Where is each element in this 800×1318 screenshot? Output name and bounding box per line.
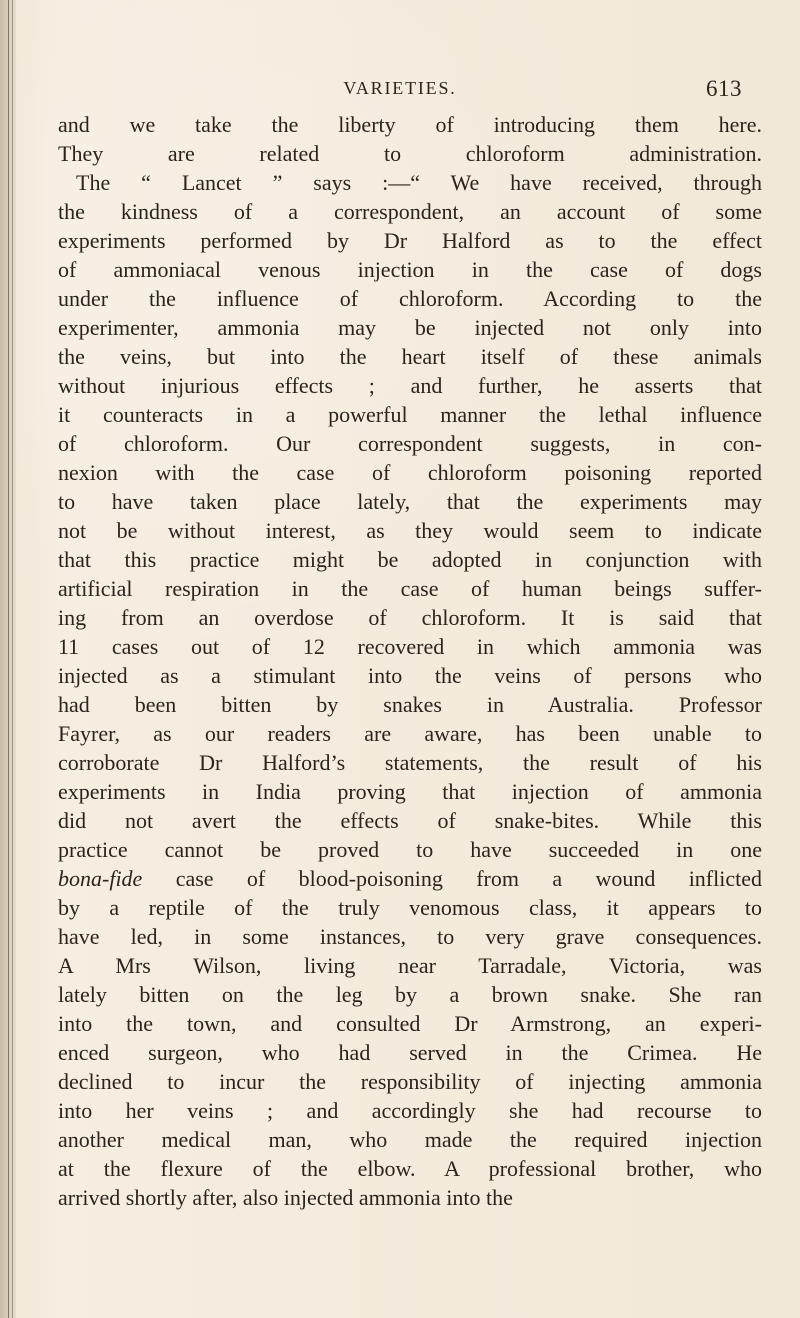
text-line: another medical man, who made the required injection [58,1127,762,1152]
text-line: practice cannot be proved to have succeeded in one [58,837,762,862]
text-line: experiments in India proving that injection of ammonia [58,779,762,804]
text-line: They are related to chloroform administration. [58,141,762,166]
text-line: Fayrer, as our readers are aware, has been unable to [58,721,762,746]
text-line: ing from an overdose of chloroform. It is said that [58,605,762,630]
text-line: of chloroform. Our correspondent suggests, in con- [58,431,762,456]
text-line: it counteracts in a powerful manner the lethal influence [58,402,762,427]
text-line: arrived shortly after, also injected ammonia into the [58,1185,513,1210]
text-line: corroborate Dr Halford’s statements, the result of his [58,750,762,775]
text-line: by a reptile of the truly venomous class, it appears to [58,895,762,920]
article-body [58,110,762,1212]
text-line: declined to incur the responsibility of injecting ammonia [58,1069,762,1094]
text-line: to have taken place lately, that the experiments may [58,489,762,514]
text-line: not be without interest, as they would seem to indicate [58,518,762,543]
text-line: that this practice might be adopted in conjunction with [58,547,762,572]
text-line: nexion with the case of chloroform poisoning reported [58,460,762,485]
italic-phrase: bona-fide [58,866,143,891]
running-title: VARIETIES. [343,78,457,98]
text-line: and we take the liberty of introducing them here. [58,112,762,137]
text-line: The “ Lancet ” says :—“ We have received, through [76,170,762,195]
text-line: into her veins ; and accordingly she had recourse to [58,1098,762,1123]
text-line: did not avert the effects of snake-bites. While this [58,808,762,833]
text-line: the veins, but into the heart itself of these animals [58,344,762,369]
text-line: without injurious effects ; and further, he asserts that [58,373,762,398]
text-line [58,864,762,893]
text-line: at the flexure of the elbow. A professional brother, who [58,1156,762,1181]
text-line: experimenter, ammonia may be injected not only into [58,315,762,340]
text-line: into the town, and consulted Dr Armstrong, an experi- [58,1011,762,1036]
text-line-rest: case of blood-poisoning from a wound inflicted [175,866,763,891]
left-border-line [8,0,9,1318]
text-line: lately bitten on the leg by a brown snake. She ran [58,982,762,1007]
left-border-line-inner [12,0,13,1318]
text-line: enced surgeon, who had served in the Crimea. He [58,1040,762,1065]
text-line: under the influence of chloroform. According to the [58,286,762,311]
text-line: experiments performed by Dr Halford as to the effect [58,228,762,253]
page-number: 613 [706,76,742,101]
text-line: had been bitten by snakes in Australia. Professor [58,692,762,717]
text-line: have led, in some instances, to very grave consequences. [58,924,762,949]
text-line: injected as a stimulant into the veins of persons who [58,663,762,688]
text-line: artificial respiration in the case of human beings suffer- [58,576,762,601]
text-line: the kindness of a correspondent, an account of some [58,199,762,224]
text-line: A Mrs Wilson, living near Tarradale, Victoria, was [58,953,762,978]
text-line: 11 cases out of 12 recovered in which ammonia was [58,634,762,659]
text-line: of ammoniacal venous injection in the case of dogs [58,257,762,282]
